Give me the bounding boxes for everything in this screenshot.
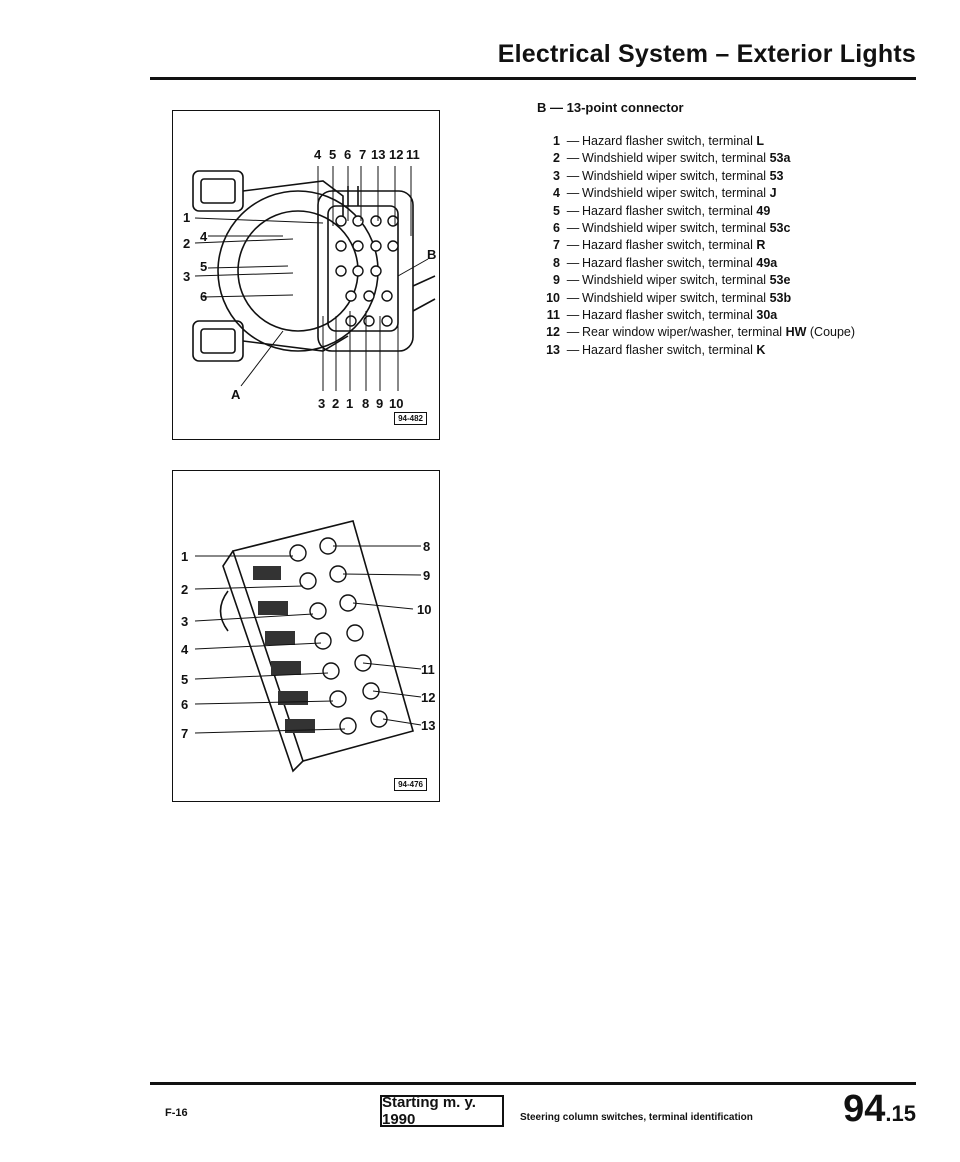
list-item-body — [582, 237, 922, 254]
bottom-label-9: 9 — [376, 396, 384, 411]
list-item-number: 8 — [553, 255, 560, 270]
bottom-left-label-1: 1 — [181, 549, 189, 564]
top-label-7: 7 — [359, 147, 367, 162]
left-label-1: 1 — [183, 210, 191, 225]
list-item — [522, 324, 922, 341]
list-item-text: Hazard flasher switch, terminal — [582, 203, 753, 218]
list-item-terminal: 30a — [756, 308, 778, 323]
list-item-number: 5 — [553, 203, 560, 218]
page-header-title: Electrical System – Exterior Lights — [497, 40, 916, 68]
footer-rule — [150, 1082, 916, 1085]
list-item-body — [582, 203, 922, 220]
figure-connector-top — [172, 110, 440, 440]
list-item — [522, 168, 922, 185]
bottom-left-label-2: 2 — [181, 582, 189, 597]
list-item-dash: — — [566, 238, 580, 253]
list-item-text: Hazard flasher switch, terminal — [582, 255, 753, 270]
list-item-number: 13 — [546, 342, 560, 357]
list-item-body — [582, 150, 922, 167]
connector-top-illustration — [173, 111, 439, 439]
list-item-body — [582, 324, 922, 341]
list-item-suffix: (Coupe) — [809, 325, 856, 340]
list-item-dash: — — [566, 151, 580, 166]
bottom-right-label-9: 9 — [423, 568, 431, 583]
list-item-dash: — — [566, 203, 580, 218]
list-item-text: Hazard flasher switch, terminal — [582, 342, 753, 357]
bottom-label-10: 10 — [389, 396, 404, 411]
list-item-text: Windshield wiper switch, terminal — [582, 221, 767, 236]
list-item — [522, 255, 922, 272]
top-label-4: 4 — [314, 147, 322, 162]
bottom-label-3: 3 — [318, 396, 326, 411]
page-number — [843, 1090, 916, 1133]
bottom-left-label-6: 6 — [181, 697, 189, 712]
left-label-3: 3 — [183, 269, 191, 284]
list-item-dash: — — [566, 290, 580, 305]
list-item-text: Windshield wiper switch, terminal — [582, 290, 767, 305]
figure-tag-94-476: 94-476 — [394, 778, 427, 791]
bottom-label-2: 2 — [332, 396, 340, 411]
bottom-left-label-5: 5 — [181, 672, 189, 687]
page-number-major: 94 — [843, 1088, 886, 1130]
list-item-terminal: L — [756, 134, 765, 148]
connector-bottom-illustration — [173, 471, 439, 801]
list-item-terminal: R — [756, 238, 766, 253]
list-item-number: 4 — [553, 186, 560, 201]
list-item — [522, 220, 922, 237]
list-item-dash: — — [566, 273, 580, 288]
list-item-text: Windshield wiper switch, terminal — [582, 186, 767, 201]
model-year-box: Starting m. y. 1990 — [380, 1095, 504, 1127]
list-item-dash: — — [566, 168, 580, 183]
list-item-body — [582, 133, 922, 150]
list-item-body — [582, 220, 922, 237]
list-item-terminal: 53b — [769, 290, 792, 305]
top-label-11: 11 — [406, 147, 420, 162]
side-label-a: A — [231, 387, 241, 402]
list-item-terminal: 49 — [756, 203, 771, 218]
list-item-terminal: 53c — [769, 221, 791, 236]
list-item-number: 6 — [553, 221, 560, 236]
list-item-terminal: HW — [785, 325, 807, 340]
list-item-body — [582, 272, 922, 289]
list-item-text: Hazard flasher switch, terminal — [582, 238, 753, 253]
list-item-dash: — — [566, 325, 580, 340]
list-item — [522, 307, 922, 324]
list-item — [522, 237, 922, 254]
side-label-b: B — [427, 247, 437, 262]
list-item-number: 9 — [553, 273, 560, 288]
list-item-number: 11 — [546, 308, 560, 323]
left-label-6: 6 — [200, 289, 208, 304]
bottom-right-label-12: 12 — [421, 690, 436, 705]
list-item-body — [582, 168, 922, 185]
list-item-dash: — — [566, 308, 580, 323]
list-item-number: 10 — [546, 290, 560, 305]
bottom-right-label-13: 13 — [421, 718, 436, 733]
top-label-12: 12 — [389, 147, 404, 162]
bottom-left-label-7: 7 — [181, 726, 189, 741]
footer-caption: Steering column switches, terminal identification — [520, 1112, 753, 1123]
list-item — [522, 185, 922, 202]
list-item-dash: — — [566, 134, 580, 148]
list-item-body — [582, 185, 922, 202]
list-item — [522, 342, 922, 359]
left-label-2: 2 — [183, 236, 191, 251]
list-item — [522, 290, 922, 307]
left-label-4: 4 — [200, 229, 208, 244]
left-label-5: 5 — [200, 259, 208, 274]
list-item-text: Rear window wiper/washer, terminal — [582, 325, 783, 340]
list-item-number: 7 — [553, 238, 560, 253]
list-item-terminal: 53 — [769, 168, 784, 183]
top-label-6: 6 — [344, 147, 352, 162]
list-item-body — [582, 307, 922, 324]
figure-tag-94-482: 94-482 — [394, 412, 427, 425]
list-item-body — [582, 255, 922, 272]
list-item-text: Windshield wiper switch, terminal — [582, 168, 767, 183]
list-item-terminal: J — [769, 186, 777, 201]
list-item-terminal: 49a — [756, 255, 778, 270]
list-item-text: Windshield wiper switch, terminal — [582, 151, 767, 166]
footer-code: F-16 — [165, 1107, 188, 1119]
list-item-number: 3 — [553, 168, 560, 183]
list-item-body — [582, 342, 922, 359]
bottom-left-label-3: 3 — [181, 614, 189, 629]
bottom-label-1: 1 — [346, 396, 354, 411]
section-heading: B — 13-point connector — [537, 100, 684, 115]
terminal-list — [522, 133, 922, 359]
list-item-text: Hazard flasher switch, terminal — [582, 308, 753, 323]
list-item-dash: — — [566, 342, 580, 357]
list-item — [522, 133, 922, 150]
list-item-dash: — — [566, 255, 580, 270]
list-item-terminal: 53e — [769, 273, 791, 288]
list-item-text: Windshield wiper switch, terminal — [582, 273, 767, 288]
bottom-left-label-4: 4 — [181, 642, 189, 657]
list-item-number: 2 — [553, 151, 560, 166]
header-rule — [150, 77, 916, 80]
top-label-5: 5 — [329, 147, 337, 162]
list-item-number: 12 — [546, 325, 560, 340]
page-number-minor: .15 — [885, 1101, 916, 1126]
list-item-terminal: 53a — [769, 151, 791, 166]
bottom-right-label-10: 10 — [417, 602, 432, 617]
list-item — [522, 272, 922, 289]
list-item-terminal: K — [756, 342, 766, 357]
list-item — [522, 203, 922, 220]
figure-connector-bottom — [172, 470, 440, 802]
list-item-dash: — — [566, 186, 580, 201]
list-item — [522, 150, 922, 167]
bottom-right-label-8: 8 — [423, 539, 431, 554]
bottom-right-label-11: 11 — [421, 662, 435, 677]
bottom-label-8: 8 — [362, 396, 370, 411]
list-item-text: Hazard flasher switch, terminal — [582, 134, 753, 148]
top-label-13: 13 — [371, 147, 386, 162]
list-item-dash: — — [566, 221, 580, 236]
list-item-number: 1 — [553, 134, 560, 148]
list-item-body — [582, 290, 922, 307]
